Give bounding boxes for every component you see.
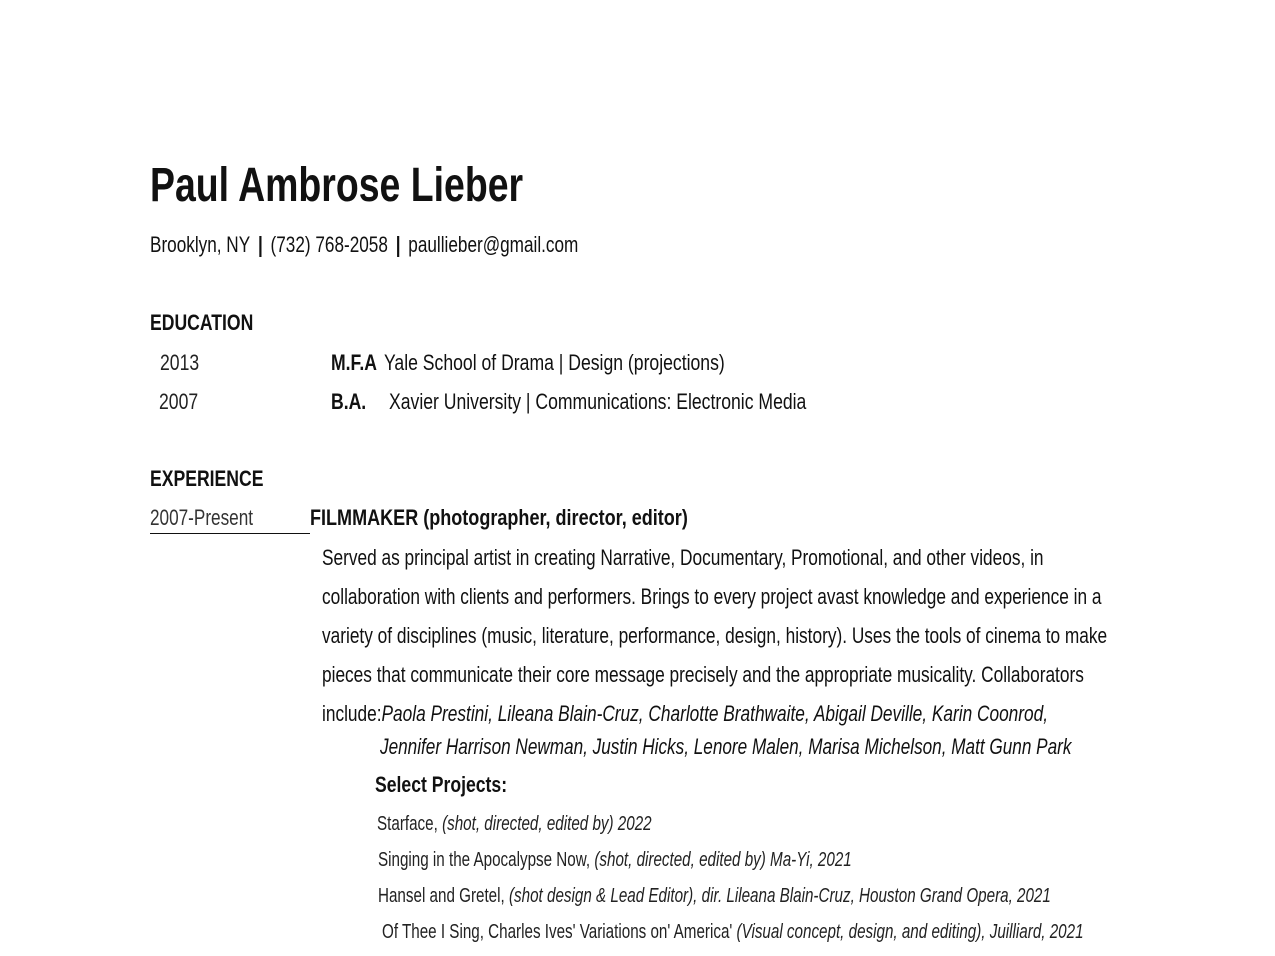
phone-text: (732) 768-2058: [270, 232, 388, 257]
education-school: Xavier University | Communications: Electronic Media: [389, 389, 807, 414]
collaborators-prefix: include:: [322, 701, 382, 726]
collaborators-names: Paola Prestini, Lileana Blain-Cruz, Charlotte Brathwaite, Abigail Deville, Karin Coonrod,: [381, 701, 1049, 726]
project-detail: (shot design & Lead Editor), dir. Lileana Blain-Cruz, Houston Grand Opera, 2021: [508, 885, 1051, 907]
project-item: [377, 813, 738, 836]
project-title: Of Thee I Sing, Charles Ives' Variations on' America': [382, 921, 737, 943]
project-detail: (shot, directed, edited by) Ma-Yi, 2021: [594, 849, 852, 871]
experience-heading: EXPERIENCE: [150, 466, 264, 491]
resume-name: Paul Ambrose Lieber: [150, 159, 524, 212]
contact-separator: |: [257, 232, 263, 257]
project-item: [382, 921, 1275, 944]
project-title: Singing in the Apocalypse Now,: [378, 849, 595, 871]
education-school: Yale School of Drama | Design (projections): [384, 350, 725, 375]
education-year: 2007: [159, 389, 199, 414]
project-detail: (shot, directed, edited by) 2022: [442, 813, 652, 835]
experience-description-line: Served as principal artist in creating Narrative, Documentary, Promotional, and other videos, in: [322, 545, 1044, 570]
experience-job-title: FILMMAKER (photographer, director, editor): [310, 505, 688, 530]
collaborators-line: Jennifer Harrison Newman, Justin Hicks, Lenore Malen, Marisa Michelson, Matt Gunn Park: [380, 734, 1072, 759]
education-degree: B.A.: [331, 389, 367, 414]
select-projects-heading: Select Projects:: [375, 772, 508, 797]
contact-line: [150, 232, 699, 258]
project-title: Starface,: [377, 813, 443, 835]
education-heading: EDUCATION: [150, 310, 254, 335]
project-title: Hansel and Gretel,: [378, 885, 509, 907]
experience-description-line: collaboration with clients and performers. Brings to every project avast knowledge and experience in a: [322, 584, 1102, 609]
email-link[interactable]: paullieber@gmail.com: [408, 232, 579, 257]
location-text: Brooklyn, NY: [150, 232, 251, 257]
experience-date-range: 2007-Present: [150, 505, 310, 534]
project-detail: (Visual concept, design, and editing), Juilliard, 2021: [736, 921, 1084, 943]
education-degree: M.F.A: [331, 350, 377, 375]
project-item: [378, 885, 1263, 908]
contact-separator: |: [395, 232, 401, 257]
collaborators-line: [322, 701, 1247, 727]
experience-description-line: variety of disciplines (music, literature, performance, design, history). Uses the tools of cinema to make: [322, 623, 1108, 648]
project-item: [378, 849, 1001, 872]
education-year: 2013: [160, 350, 200, 375]
experience-description-line: pieces that communicate their core message precisely and the appropriate musicality. Collaborators: [322, 662, 1084, 687]
